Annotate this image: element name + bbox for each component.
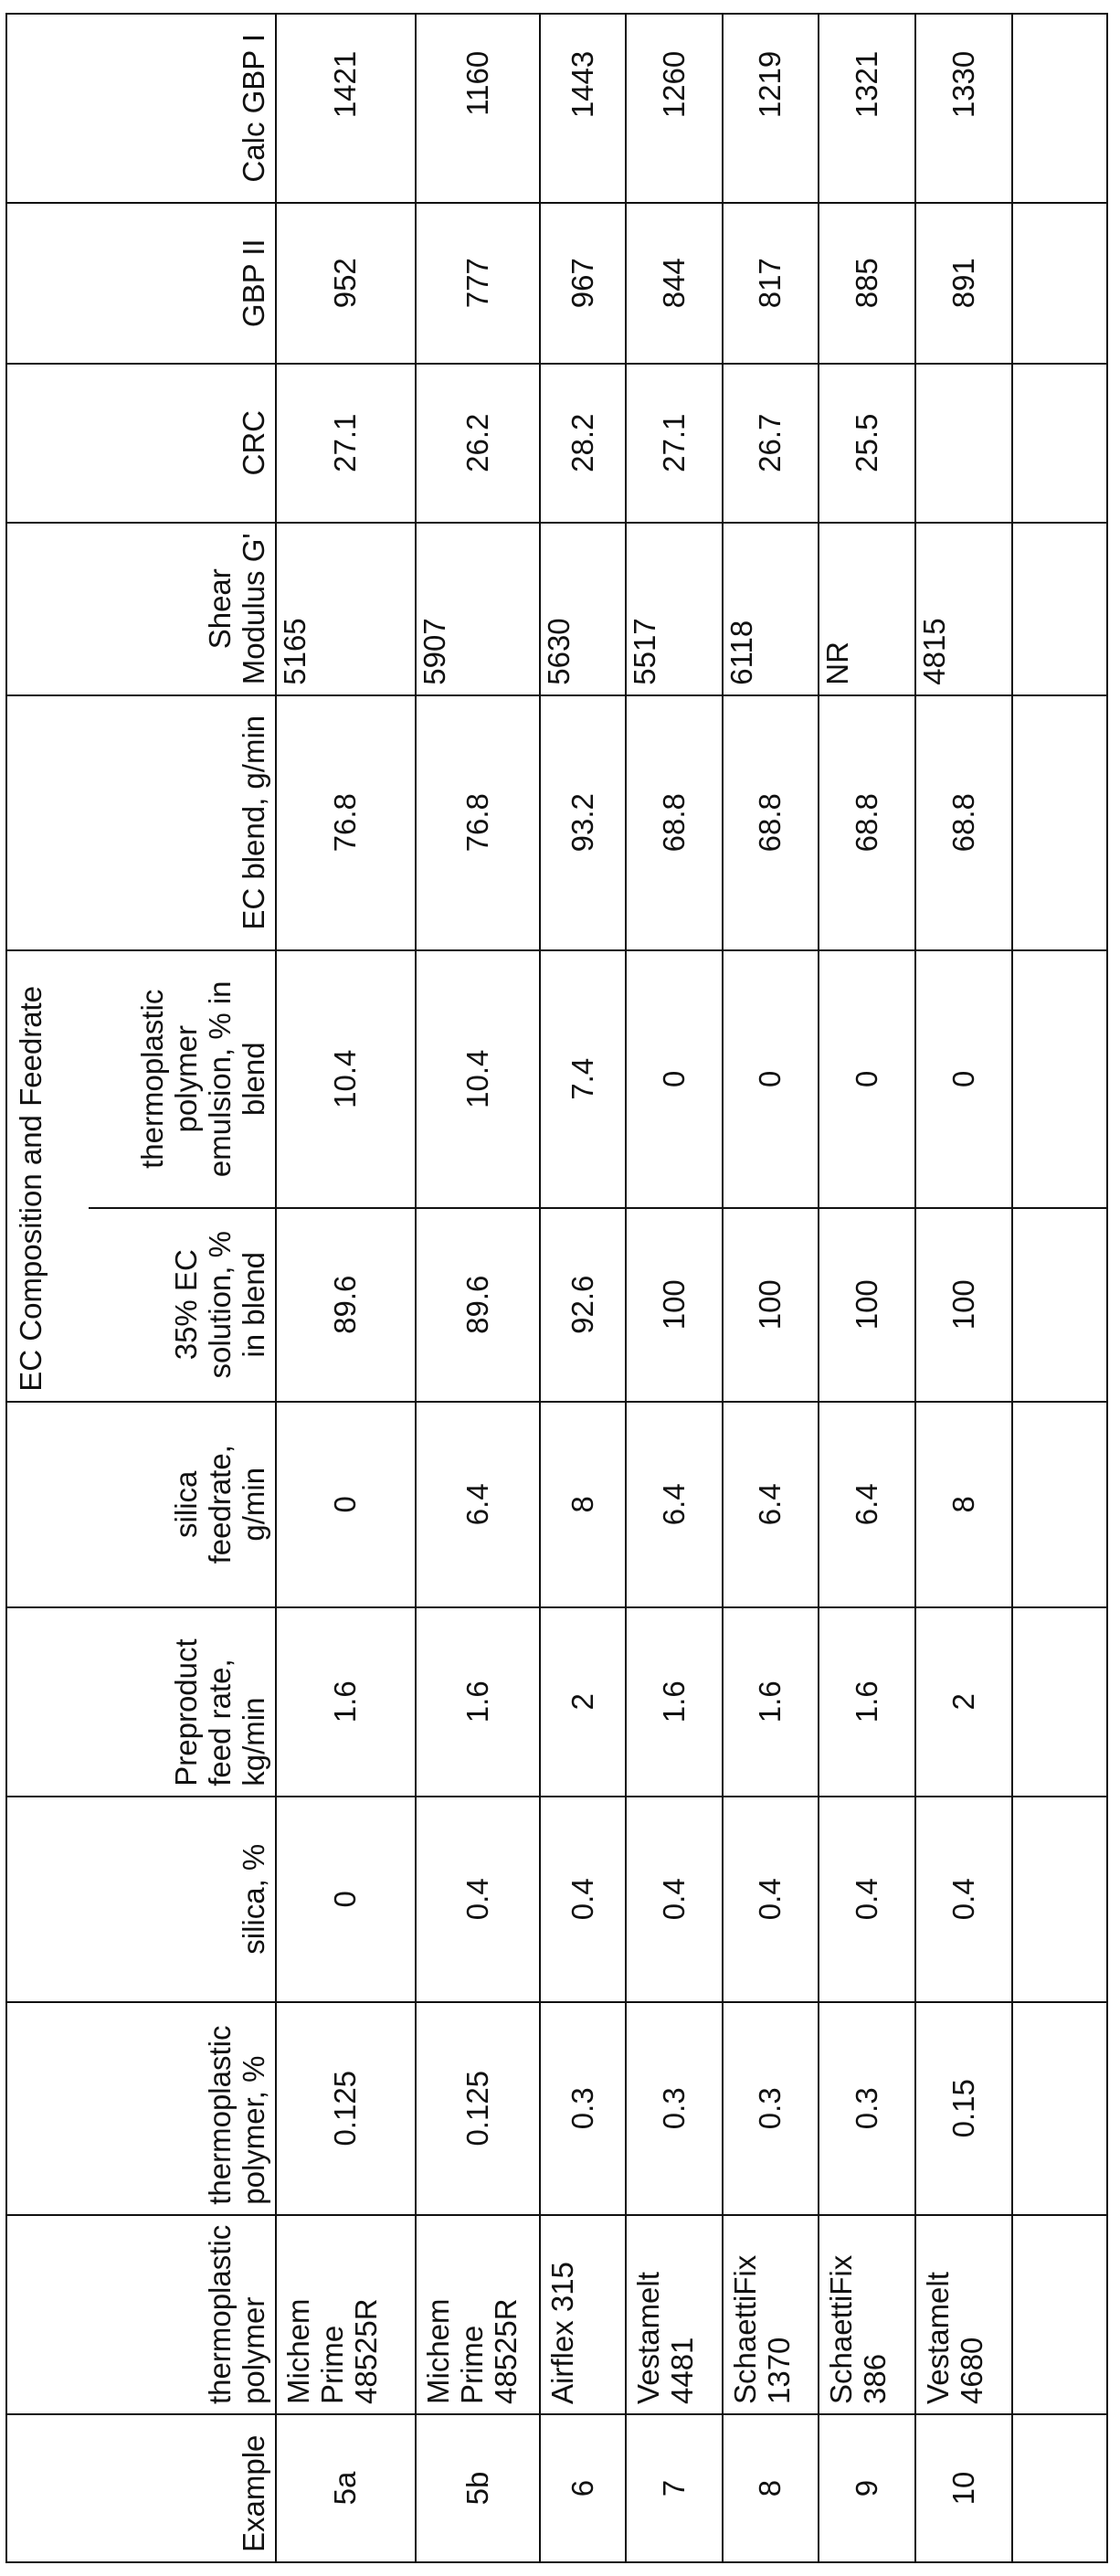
table-cell: 89.6 xyxy=(276,1208,416,1402)
table-cell: 4815 xyxy=(915,523,1012,695)
table-cell: Vestamelt 4481 xyxy=(626,2215,723,2414)
table-row xyxy=(915,14,1012,2562)
table-cell: 5630 xyxy=(540,523,626,695)
table-row xyxy=(276,14,416,2562)
table-cell: 0.3 xyxy=(723,2002,819,2215)
table-row xyxy=(723,14,819,2562)
table-cell: 92.6 xyxy=(540,1208,626,1402)
table-cell: 1443 xyxy=(540,14,626,203)
header-ec-solution-percent: 35% EC solution, % in blend xyxy=(89,1208,276,1402)
table-cell: Airflex 315 xyxy=(540,2215,626,2414)
table-cell: 0.125 xyxy=(416,2002,540,2215)
table-cell: 1.6 xyxy=(723,1607,819,1797)
table-cell: 0.4 xyxy=(819,1797,915,2002)
table-cell: 28.2 xyxy=(540,364,626,523)
table-cell: 817 xyxy=(723,203,819,364)
empty-cell xyxy=(1012,2002,1107,2215)
table-cell: 6.4 xyxy=(416,1402,540,1607)
header-shear-modulus: Shear Modulus G' xyxy=(6,523,276,695)
table-cell: 2 xyxy=(540,1607,626,1797)
table-cell: 100 xyxy=(723,1208,819,1402)
table-cell: 5165 xyxy=(276,523,416,695)
table-cell: 1.6 xyxy=(276,1607,416,1797)
table-cell: 0.3 xyxy=(626,2002,723,2215)
table-cell: 844 xyxy=(626,203,723,364)
table-cell: Michem Prime 48525R xyxy=(276,2215,416,2414)
table-cell: 6.4 xyxy=(626,1402,723,1607)
table-cell: 0 xyxy=(819,950,915,1208)
table-cell: 0.4 xyxy=(723,1797,819,2002)
table-cell: 6118 xyxy=(723,523,819,695)
empty-cell xyxy=(1012,1402,1107,1607)
empty-cell xyxy=(1012,2414,1107,2562)
table-cell: 27.1 xyxy=(276,364,416,523)
table-cell: 1.6 xyxy=(626,1607,723,1797)
table-cell: 1219 xyxy=(723,14,819,203)
table-cell: 0 xyxy=(276,1402,416,1607)
table-cell: 0.15 xyxy=(915,2002,1012,2215)
empty-cell xyxy=(1012,14,1107,203)
rotated-table-container xyxy=(0,0,1120,2576)
table-cell: 1330 xyxy=(915,14,1012,203)
table-row xyxy=(819,14,915,2562)
header-silica-percent: silica, % xyxy=(6,1797,276,2002)
table-cell: 0.4 xyxy=(540,1797,626,2002)
header-ec-composition-group: EC Composition and Feedrate xyxy=(6,950,89,1402)
table-cell: 1321 xyxy=(819,14,915,203)
table-body xyxy=(276,14,1107,2562)
table-cell: 0.4 xyxy=(416,1797,540,2002)
table-cell: Vestamelt 4680 xyxy=(915,2215,1012,2414)
data-table xyxy=(5,13,1108,2563)
empty-table-row xyxy=(1012,14,1107,2562)
empty-cell xyxy=(1012,1607,1107,1797)
table-cell: 68.8 xyxy=(723,695,819,950)
table-cell: 5a xyxy=(276,2414,416,2562)
table-cell: 10.4 xyxy=(276,950,416,1208)
table-cell: 6.4 xyxy=(819,1402,915,1607)
header-calc-gbp-i: Calc GBP I xyxy=(6,14,276,203)
table-cell: 10 xyxy=(915,2414,1012,2562)
table-cell: 777 xyxy=(416,203,540,364)
table-cell: SchaettiFix 1370 xyxy=(723,2215,819,2414)
table-cell: 93.2 xyxy=(540,695,626,950)
table-cell: 0.4 xyxy=(915,1797,1012,2002)
table-cell: 7.4 xyxy=(540,950,626,1208)
header-gbp-ii: GBP II xyxy=(6,203,276,364)
header-emulsion-percent: thermoplastic polymer emulsion, % in blend xyxy=(89,950,276,1208)
header-silica-feedrate: silica feedrate, g/min xyxy=(6,1402,276,1607)
header-ec-blend: EC blend, g/min xyxy=(6,695,276,950)
table-cell: 967 xyxy=(540,203,626,364)
table-cell: 5907 xyxy=(416,523,540,695)
table-cell: 6.4 xyxy=(723,1402,819,1607)
empty-cell xyxy=(1012,950,1107,1208)
table-cell: 100 xyxy=(915,1208,1012,1402)
table-row xyxy=(416,14,540,2562)
table-cell: 100 xyxy=(819,1208,915,1402)
table-cell: 0 xyxy=(276,1797,416,2002)
table-cell: 8 xyxy=(915,1402,1012,1607)
table-cell: 5b xyxy=(416,2414,540,2562)
empty-cell xyxy=(1012,1797,1107,2002)
header-thermoplastic-polymer-percent: thermoplastic polymer, % xyxy=(6,2002,276,2215)
table-cell: 6 xyxy=(540,2414,626,2562)
table-cell: 68.8 xyxy=(915,695,1012,950)
table-cell: Michem Prime 48525R xyxy=(416,2215,540,2414)
table-cell xyxy=(915,364,1012,523)
table-cell: 1160 xyxy=(416,14,540,203)
table-cell: 0 xyxy=(626,950,723,1208)
header-crc: CRC xyxy=(6,364,276,523)
table-cell: 1421 xyxy=(276,14,416,203)
table-cell: 100 xyxy=(626,1208,723,1402)
empty-cell xyxy=(1012,2215,1107,2414)
table-cell: 0.3 xyxy=(540,2002,626,2215)
document-page xyxy=(0,0,1120,2576)
table-cell: 7 xyxy=(626,2414,723,2562)
empty-cell xyxy=(1012,1208,1107,1402)
table-cell: 5517 xyxy=(626,523,723,695)
table-cell: 0.3 xyxy=(819,2002,915,2215)
empty-cell xyxy=(1012,203,1107,364)
header-example: Example xyxy=(6,2414,276,2562)
table-cell: 8 xyxy=(723,2414,819,2562)
table-row xyxy=(626,14,723,2562)
table-cell: 891 xyxy=(915,203,1012,364)
table-row xyxy=(540,14,626,2562)
header-preproduct-feed-rate: Preproduct feed rate, kg/min xyxy=(6,1607,276,1797)
table-cell: 1.6 xyxy=(819,1607,915,1797)
table-cell: 2 xyxy=(915,1607,1012,1797)
table-cell: 68.8 xyxy=(819,695,915,950)
table-cell: 76.8 xyxy=(276,695,416,950)
table-cell: 10.4 xyxy=(416,950,540,1208)
table-cell: 76.8 xyxy=(416,695,540,950)
table-cell: 25.5 xyxy=(819,364,915,523)
table-cell: 26.7 xyxy=(723,364,819,523)
table-cell: 0 xyxy=(915,950,1012,1208)
table-cell: 26.2 xyxy=(416,364,540,523)
table-cell: 1260 xyxy=(626,14,723,203)
table-cell: 89.6 xyxy=(416,1208,540,1402)
empty-cell xyxy=(1012,695,1107,950)
table-cell: 952 xyxy=(276,203,416,364)
header-thermoplastic-polymer: thermoplastic polymer xyxy=(6,2215,276,2414)
table-cell: 27.1 xyxy=(626,364,723,523)
table-cell: 8 xyxy=(540,1402,626,1607)
table-cell: 0.4 xyxy=(626,1797,723,2002)
table-cell: 1.6 xyxy=(416,1607,540,1797)
table-cell: 0.125 xyxy=(276,2002,416,2215)
table-cell: NR xyxy=(819,523,915,695)
table-cell: 0 xyxy=(723,950,819,1208)
table-cell: SchaettiFix 386 xyxy=(819,2215,915,2414)
table-cell: 68.8 xyxy=(626,695,723,950)
table-cell: 885 xyxy=(819,203,915,364)
empty-cell xyxy=(1012,364,1107,523)
table-cell: 9 xyxy=(819,2414,915,2562)
empty-cell xyxy=(1012,523,1107,695)
